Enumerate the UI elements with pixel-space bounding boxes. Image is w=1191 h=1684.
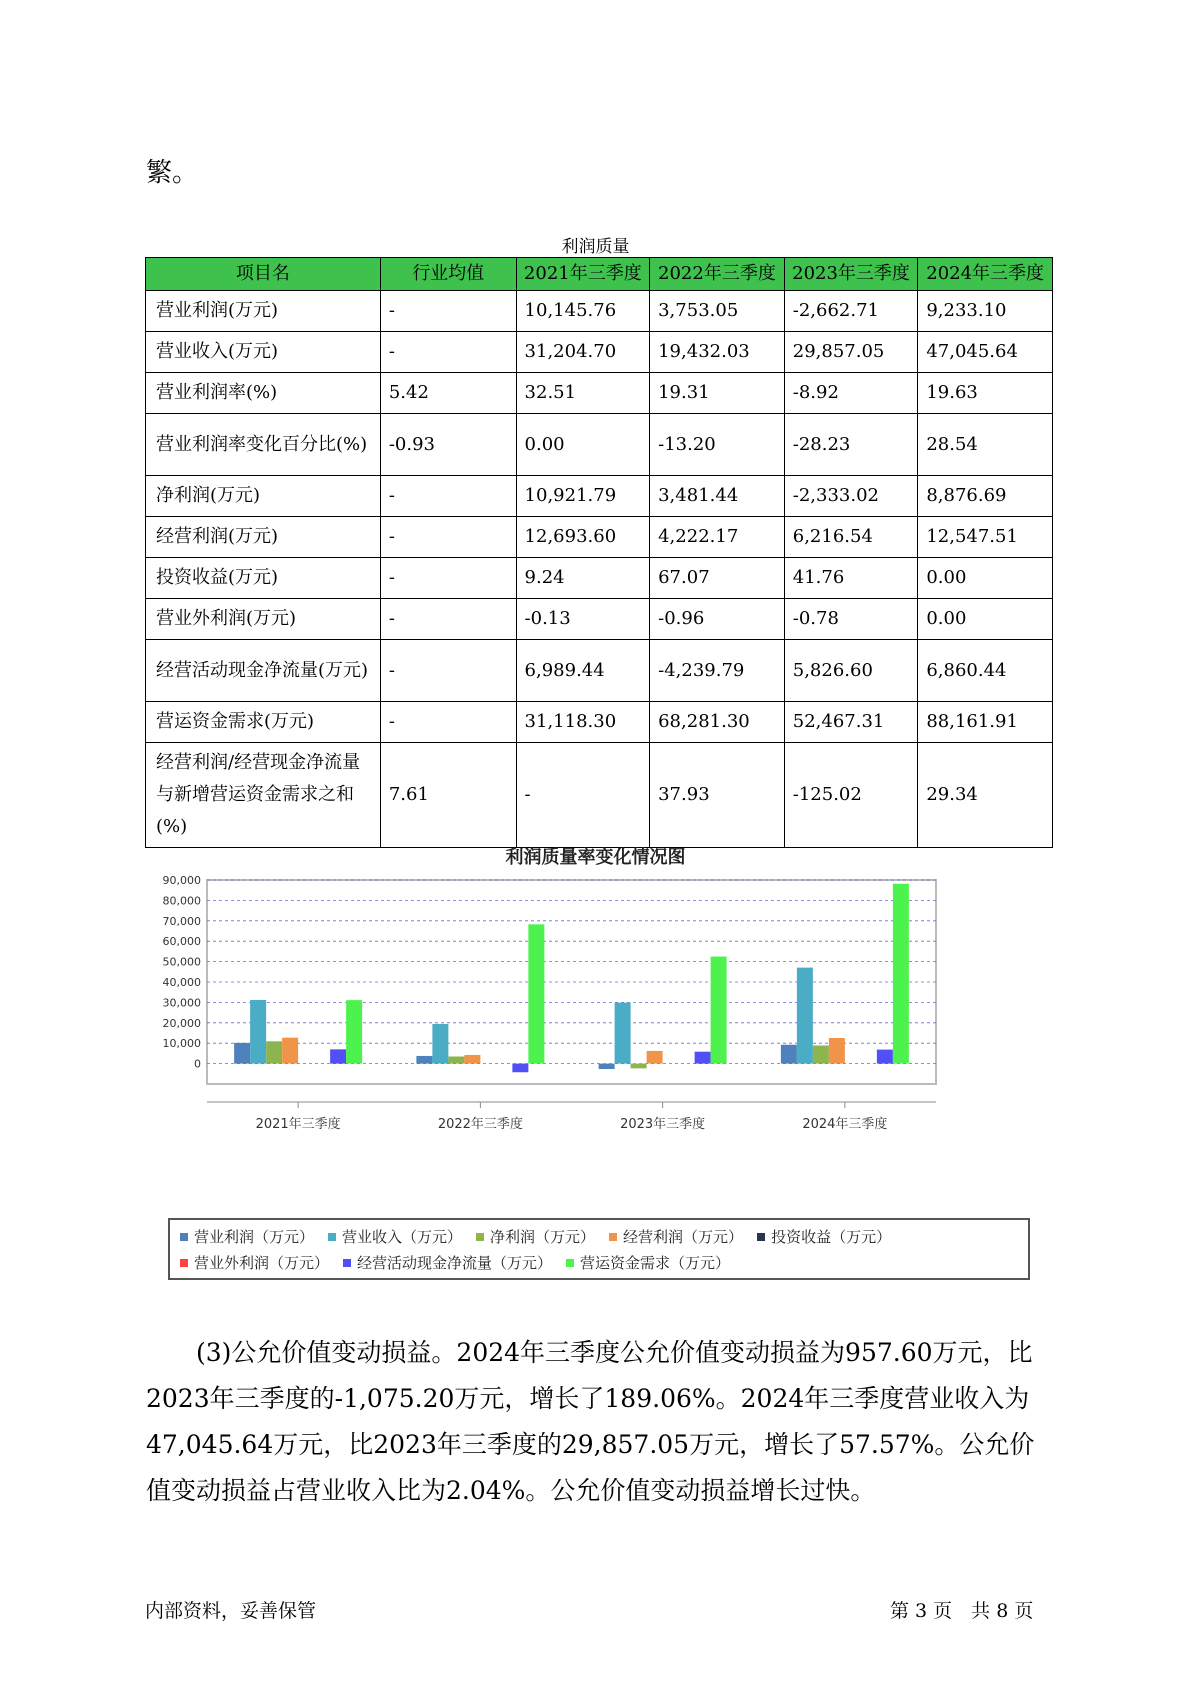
y-tick-label: 50,000 <box>162 955 201 969</box>
table-cell: -8.92 <box>784 373 918 414</box>
table-cell: 31,204.70 <box>516 332 650 373</box>
bar <box>781 1045 797 1064</box>
row-label: 经营利润/经营现金净流量与新增营运资金需求之和(%) <box>146 743 381 848</box>
header-2023q3: 2023年三季度 <box>784 258 918 291</box>
table-cell: 9,233.10 <box>918 291 1053 332</box>
legend-item <box>328 1224 462 1250</box>
table-row <box>146 517 1053 558</box>
legend-swatch <box>343 1259 351 1267</box>
table-cell: 32.51 <box>516 373 650 414</box>
row-label: 经营利润(万元) <box>146 517 381 558</box>
table-cell: 12,693.60 <box>516 517 650 558</box>
table-cell: 68,281.30 <box>650 702 785 743</box>
legend-label: 净利润（万元） <box>490 1228 596 1246</box>
table-cell: - <box>380 599 516 640</box>
table-cell: - <box>380 291 516 332</box>
legend-swatch <box>609 1233 617 1241</box>
table-cell: -13.20 <box>650 414 785 476</box>
x-tick-label: 2023年三季度 <box>620 1117 706 1132</box>
bar <box>615 1003 631 1064</box>
legend-item <box>180 1224 314 1250</box>
table-row <box>146 373 1053 414</box>
header-item-name: 项目名 <box>146 258 381 291</box>
table-cell: 8,876.69 <box>918 476 1053 517</box>
table-cell: -0.13 <box>516 599 650 640</box>
legend-label: 投资收益（万元） <box>771 1228 892 1246</box>
table-cell: 19,432.03 <box>650 332 785 373</box>
table-cell: - <box>380 476 516 517</box>
legend-swatch <box>566 1259 574 1267</box>
table-cell: 29,857.05 <box>784 332 918 373</box>
table-cell: 10,145.76 <box>516 291 650 332</box>
table-row <box>146 476 1053 517</box>
bar <box>330 1049 346 1063</box>
table-cell: 6,860.44 <box>918 640 1053 702</box>
y-tick-label: 40,000 <box>162 976 201 989</box>
table-cell: 0.00 <box>918 599 1053 640</box>
bar <box>631 1064 647 1069</box>
legend-item <box>180 1250 329 1276</box>
table-cell: 28.54 <box>918 414 1053 476</box>
legend-label: 营业收入（万元） <box>342 1228 463 1246</box>
table-cell: - <box>380 702 516 743</box>
table-cell: 10,921.79 <box>516 476 650 517</box>
table-row <box>146 702 1053 743</box>
bar <box>266 1041 282 1063</box>
table-cell: 5,826.60 <box>784 640 918 702</box>
legend-item <box>476 1224 595 1250</box>
table-cell: 88,161.91 <box>918 702 1053 743</box>
bar <box>282 1038 298 1064</box>
table-cell: 3,481.44 <box>650 476 785 517</box>
table-cell: 6,216.54 <box>784 517 918 558</box>
legend-swatch <box>476 1233 484 1241</box>
bar <box>234 1043 250 1064</box>
table-header-row <box>146 258 1053 291</box>
bar <box>448 1056 464 1063</box>
bar <box>432 1024 448 1064</box>
bar <box>695 1052 711 1064</box>
header-industry-avg: 行业均值 <box>380 258 516 291</box>
table-cell: -0.78 <box>784 599 918 640</box>
analysis-paragraph <box>146 1330 1056 1514</box>
legend-label: 经营活动现金净流量（万元） <box>357 1254 553 1272</box>
table-cell: -0.93 <box>380 414 516 476</box>
table-cell: 6,989.44 <box>516 640 650 702</box>
table-row <box>146 743 1053 848</box>
row-label: 营业外利润(万元) <box>146 599 381 640</box>
table-cell: - <box>516 743 650 848</box>
x-tick-label: 2024年三季度 <box>802 1117 888 1132</box>
table-cell: 41.76 <box>784 558 918 599</box>
header-2022q3: 2022年三季度 <box>650 258 785 291</box>
table-cell: 67.07 <box>650 558 785 599</box>
header-2021q3: 2021年三季度 <box>516 258 650 291</box>
x-tick-label: 2021年三季度 <box>255 1117 341 1132</box>
footer-page-number: 第 3 页 共 8 页 <box>890 1600 1034 1622</box>
table-row <box>146 291 1053 332</box>
table-cell: 47,045.64 <box>918 332 1053 373</box>
bar <box>528 924 544 1063</box>
table-cell: - <box>380 640 516 702</box>
table-row <box>146 414 1053 476</box>
bar <box>829 1038 845 1064</box>
y-tick-label: 80,000 <box>162 894 201 908</box>
y-tick-label: 20,000 <box>162 1016 201 1030</box>
y-tick-label: 90,000 <box>162 874 201 887</box>
bar <box>813 1045 829 1063</box>
footer-confidential: 内部资料，妥善保管 <box>145 1600 317 1622</box>
row-label: 营业利润(万元) <box>146 291 381 332</box>
table-cell: 4,222.17 <box>650 517 785 558</box>
lead-text: 繁。 <box>146 158 199 188</box>
legend-item <box>343 1250 552 1276</box>
legend-swatch <box>757 1233 765 1241</box>
table-cell: -125.02 <box>784 743 918 848</box>
legend-item <box>609 1224 743 1250</box>
table-cell: -28.23 <box>784 414 918 476</box>
profit-quality-table <box>145 257 1053 848</box>
legend-label: 营业外利润（万元） <box>194 1254 330 1272</box>
legend-item <box>757 1224 891 1250</box>
table-cell: -2,662.71 <box>784 291 918 332</box>
table-cell: 31,118.30 <box>516 702 650 743</box>
bar <box>599 1064 615 1069</box>
row-label: 营运资金需求(万元) <box>146 702 381 743</box>
table-cell: 5.42 <box>380 373 516 414</box>
y-tick-label: 30,000 <box>162 996 201 1010</box>
table-cell: - <box>380 332 516 373</box>
table-cell: 52,467.31 <box>784 702 918 743</box>
table-cell: 7.61 <box>380 743 516 848</box>
header-2024q3: 2024年三季度 <box>918 258 1053 291</box>
table-cell: - <box>380 558 516 599</box>
table-cell: 29.34 <box>918 743 1053 848</box>
chart-legend <box>168 1218 1030 1280</box>
row-label: 投资收益(万元) <box>146 558 381 599</box>
table-cell: -2,333.02 <box>784 476 918 517</box>
y-tick-label: 60,000 <box>162 935 201 949</box>
paragraph-text: (3)公允价值变动损益。2024年三季度公允价值变动损益为957.60万元，比2023年三季度的-1,075.20万元，增长了189.06%。2024年三季度营业收入为47,045.64万元，比2023年三季度的29,857.05万元，增长了57.57%。公允价值变动损益占营业收入比为2.04%。公允价值变动损益增长过快。 <box>146 1338 1035 1505</box>
row-label: 营业利润率(%) <box>146 373 381 414</box>
bar <box>464 1055 480 1064</box>
table-cell: 37.93 <box>650 743 785 848</box>
row-label: 营业收入(万元) <box>146 332 381 373</box>
bar <box>512 1064 528 1073</box>
bar <box>877 1050 893 1064</box>
table-row <box>146 332 1053 373</box>
legend-swatch <box>180 1233 188 1241</box>
table-cell: -0.96 <box>650 599 785 640</box>
table-row <box>146 558 1053 599</box>
table-row <box>146 599 1053 640</box>
y-tick-label: 10,000 <box>162 1037 201 1051</box>
row-label: 经营活动现金净流量(万元) <box>146 640 381 702</box>
table-cell: 9.24 <box>516 558 650 599</box>
legend-label: 营业利润（万元） <box>194 1228 315 1246</box>
bar-chart <box>160 870 1020 1215</box>
legend-swatch <box>328 1233 336 1241</box>
legend-label: 营运资金需求（万元） <box>580 1254 731 1272</box>
table-title: 利润质量 <box>561 237 630 257</box>
table-cell: 19.63 <box>918 373 1053 414</box>
y-tick-label: 0 <box>194 1057 201 1071</box>
table-cell: 0.00 <box>918 558 1053 599</box>
table-cell: 12,547.51 <box>918 517 1053 558</box>
row-label: 净利润(万元) <box>146 476 381 517</box>
table-cell: 0.00 <box>516 414 650 476</box>
legend-swatch <box>180 1259 188 1267</box>
legend-item <box>566 1250 730 1276</box>
bar <box>416 1056 432 1064</box>
x-tick-label: 2022年三季度 <box>437 1117 523 1132</box>
table-cell: - <box>380 517 516 558</box>
table-cell: 3,753.05 <box>650 291 785 332</box>
row-label: 营业利润率变化百分比(%) <box>146 414 381 476</box>
chart-title: 利润质量率变化情况图 <box>505 847 686 868</box>
table-cell: -4,239.79 <box>650 640 785 702</box>
bar <box>797 968 813 1064</box>
bar <box>893 884 909 1064</box>
table-cell: 19.31 <box>650 373 785 414</box>
bar <box>346 1000 362 1063</box>
bar <box>250 1000 266 1064</box>
bar <box>647 1051 663 1064</box>
table-row <box>146 640 1053 702</box>
legend-label: 经营利润（万元） <box>623 1228 744 1246</box>
y-tick-label: 70,000 <box>162 914 201 928</box>
bar <box>711 957 727 1064</box>
